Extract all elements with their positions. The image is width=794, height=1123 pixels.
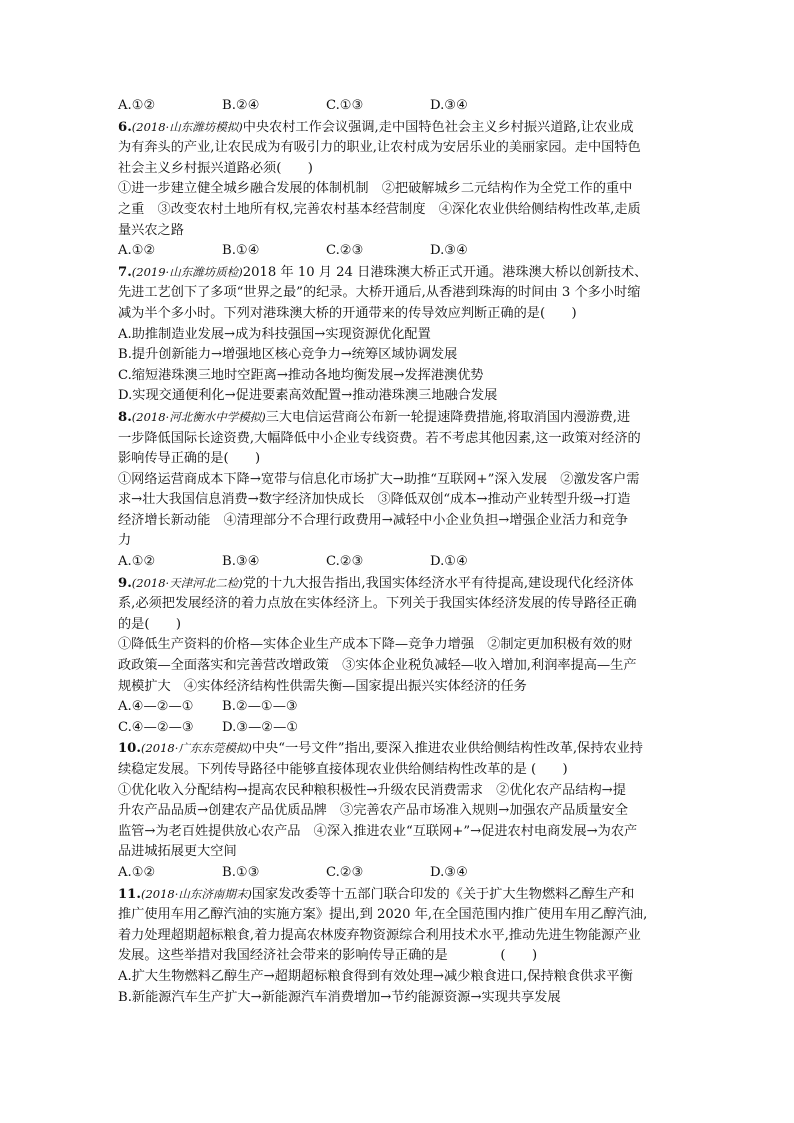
q7-source: (2019·山东潍坊质检) bbox=[131, 264, 243, 279]
question-9 bbox=[118, 573, 684, 739]
q7-line-1: 先进工艺创下了多项“世界之最”的纪录。大桥开通后,从香港到珠海的时间由 3 个多小时缩 bbox=[118, 285, 641, 301]
q6-option-d: D.③④ bbox=[430, 243, 468, 259]
q6-source: (2018·山东潍坊模拟) bbox=[131, 119, 243, 134]
q5-option-b: B.②④ bbox=[222, 98, 260, 113]
q9-option-a: A.④—②—① bbox=[118, 699, 194, 715]
q7-option-c: C.缩短港珠澳三地时空距离→推动各地均衡发展→发挥港澳优势 bbox=[118, 367, 484, 383]
q6-options bbox=[118, 241, 684, 262]
q6-number: 6 bbox=[118, 119, 128, 135]
q8-line-3: ①网络运营商成本下降→宽带与信息化市场扩大→助推“互联网+”深入发展 ②激发客户需 bbox=[118, 471, 640, 487]
q8-line-2: 影响传导正确的是( ) bbox=[118, 451, 261, 467]
q9-option-d: D.③—②—① bbox=[222, 719, 299, 735]
q11-line-3: 发展。这些举措对我国经济社会带来的影响传导正确的是 ( ) bbox=[118, 948, 538, 964]
q8-line-1: 一步降低国际长途资费,大幅降低中小企业专线资费。若不考虑其他因素,这一政策对经济的 bbox=[118, 430, 641, 446]
q9-line-3: ①降低生产资料的价格—实体企业生产成本下降—竞争力增强 ②制定更加积极有效的财 bbox=[118, 637, 633, 653]
q8-line-5: 经济增长新动能 ④清理部分不合理行政费用→减轻中小企业负担→增强企业活力和竞争 bbox=[118, 512, 629, 528]
question-11 bbox=[118, 884, 684, 1009]
question-7 bbox=[118, 262, 684, 407]
q9-line-1: 系,必须把发展经济的着力点放在实体经济上。下列关于我国实体经济发展的传导路径正确 bbox=[118, 596, 637, 612]
q8-options bbox=[118, 552, 684, 573]
q11-source: (2018·山东济南期末) bbox=[140, 886, 252, 901]
q9-options-row-1 bbox=[118, 697, 684, 718]
q6-option-b: B.①④ bbox=[222, 243, 260, 259]
q8-option-d: D.①④ bbox=[430, 554, 468, 570]
q11-number: 11 bbox=[118, 886, 137, 902]
exam-page bbox=[118, 96, 684, 1008]
q9-option-c: C.④—②—③ bbox=[118, 719, 194, 735]
q8-source: (2018·河北衡水中学模拟) bbox=[131, 409, 266, 424]
q8-number: 8 bbox=[118, 409, 128, 425]
q6-option-c: C.②③ bbox=[326, 243, 364, 259]
q6-line-5: 量兴农之路 bbox=[118, 222, 184, 238]
q5-option-d: D.③④ bbox=[430, 98, 468, 113]
q10-line-0: 10.(2018·广东东莞模拟)中央“一号文件”指出,要深入推进农业供给侧结构性改革,保持农业持 bbox=[118, 741, 643, 757]
q6-option-a: A.①② bbox=[118, 243, 156, 259]
q9-line-5: 规模扩大 ④实体经济结构性供需失衡—国家提出振兴实体经济的任务 bbox=[118, 678, 527, 694]
q7-number: 7 bbox=[118, 264, 128, 280]
q7-option-a: A.助推制造业发展→成为科技强国→实现资源优化配置 bbox=[118, 326, 431, 342]
question-10 bbox=[118, 738, 684, 883]
q10-options bbox=[118, 863, 684, 884]
q6-line-1: 为有奔头的产业,让农民成为有吸引力的职业,让农村成为安居乐业的美丽家园。走中国特色 bbox=[118, 140, 641, 156]
q8-line-4: 求→壮大我国信息消费→数字经济加快成长 ③降低双创“成本→推动产业转型升级→打造 bbox=[118, 492, 631, 508]
question-6 bbox=[118, 117, 684, 262]
q9-source: (2018·天津河北二检) bbox=[131, 575, 243, 590]
q10-option-c: C.②③ bbox=[326, 864, 364, 880]
q7-line-2: 减为半个多小时。下列对港珠澳大桥的开通带来的传导效应判断正确的是( ) bbox=[118, 305, 577, 321]
question-8 bbox=[118, 407, 684, 573]
q6-line-0: 6.(2018·山东潍坊模拟)中央农村工作会议强调,走中国特色社会主义乡村振兴道路,让农业成 bbox=[118, 119, 634, 135]
q10-line-4: 监管→为老百姓提供放心农产品 ④深入推进农业“互联网+”→促进农村电商发展→为农产 bbox=[118, 823, 638, 839]
q10-line-2: ①优化收入分配结构→提高农民种粮积极性→升级农民消费需求 ②优化农产品结构→提 bbox=[118, 782, 626, 798]
q8-option-a: A.①② bbox=[118, 554, 156, 570]
q10-option-a: A.①② bbox=[118, 864, 156, 880]
q8-line-6: 力 bbox=[118, 533, 132, 549]
q6-line-2: 社会主义乡村振兴道路必须( ) bbox=[118, 160, 313, 176]
q9-option-b: B.②—①—③ bbox=[222, 699, 298, 715]
q11-line-2: 着力处理超期超标粮食,着力提高农林废弃物资源综合利用技术水平,推动先进生物能源产业 bbox=[118, 927, 641, 943]
q8-option-c: C.②③ bbox=[326, 554, 364, 570]
q7-option-b: B.提升创新能力→增强地区核心竞争力→统筹区域协调发展 bbox=[118, 347, 458, 363]
q9-number: 9 bbox=[118, 575, 128, 591]
q7-option-d: D.实现交通便利化→促进要素高效配置→推动港珠澳三地融合发展 bbox=[118, 388, 498, 404]
q10-line-5: 品进城拓展更大空间 bbox=[118, 844, 237, 860]
q5-option-a: A.①② bbox=[118, 98, 156, 113]
q8-line-0: 8.(2018·河北衡水中学模拟)三大电信运营商公布新一轮提速降费措施,将取消国内漫游费,进 bbox=[118, 409, 631, 425]
q11-option-b: B.新能源汽车生产扩大→新能源汽车消费增加→节约能源资源→实现共享发展 bbox=[118, 989, 561, 1005]
q5-options bbox=[118, 96, 684, 117]
q10-number: 10 bbox=[118, 741, 137, 757]
q10-option-d: D.③④ bbox=[430, 864, 468, 880]
q9-line-4: 政政策—全面落实和完善营改增政策 ③实体企业税负减轻—收入增加,利润率提高—生产 bbox=[118, 658, 637, 674]
q11-line-0: 11.(2018·山东济南期末)国家发改委等十五部门联合印发的《关于扩大生物燃料乙醇生产和 bbox=[118, 886, 635, 902]
q10-line-3: 升农产品品质→创建农产品优质品牌 ③完善农产品市场准入规则→加强农产品质量安全 bbox=[118, 803, 629, 819]
q10-line-1: 续稳定发展。下列传导路径中能够直接体现农业供给侧结构性改革的是 ( ) bbox=[118, 762, 568, 777]
q10-option-b: B.①③ bbox=[222, 864, 260, 880]
q5-option-c: C.①③ bbox=[326, 98, 364, 113]
q8-option-b: B.③④ bbox=[222, 554, 260, 570]
q6-line-3: ①进一步建立健全城乡融合发展的体制机制 ②把破解城乡二元结构作为全党工作的重中 bbox=[118, 181, 633, 197]
q11-option-a: A.扩大生物燃料乙醇生产→超期超标粮食得到有效处理→减少粮食进口,保持粮食供求平衡 bbox=[118, 968, 633, 984]
q9-line-2: 的是( ) bbox=[118, 616, 182, 632]
q7-line-0: 7.(2019·山东潍坊质检)2018 年 10 月 24 日港珠澳大桥正式开通。港珠澳大桥以创新技术、 bbox=[118, 264, 648, 280]
q6-line-4: 之重 ③改变农村土地所有权,完善农村基本经营制度 ④深化农业供给侧结构性改革,走质 bbox=[118, 201, 641, 217]
q10-source: (2018·广东东莞模拟) bbox=[140, 741, 252, 756]
q9-options-row-2 bbox=[118, 718, 684, 739]
q9-line-0: 9.(2018·天津河北二检)党的十九大报告指出,我国实体经济水平有待提高,建设现代化经济体 bbox=[118, 575, 634, 591]
q11-line-1: 推广使用车用乙醇汽油的实施方案》提出,到 2020 年,在全国范围内推广使用车用乙醇汽油, bbox=[118, 907, 648, 923]
